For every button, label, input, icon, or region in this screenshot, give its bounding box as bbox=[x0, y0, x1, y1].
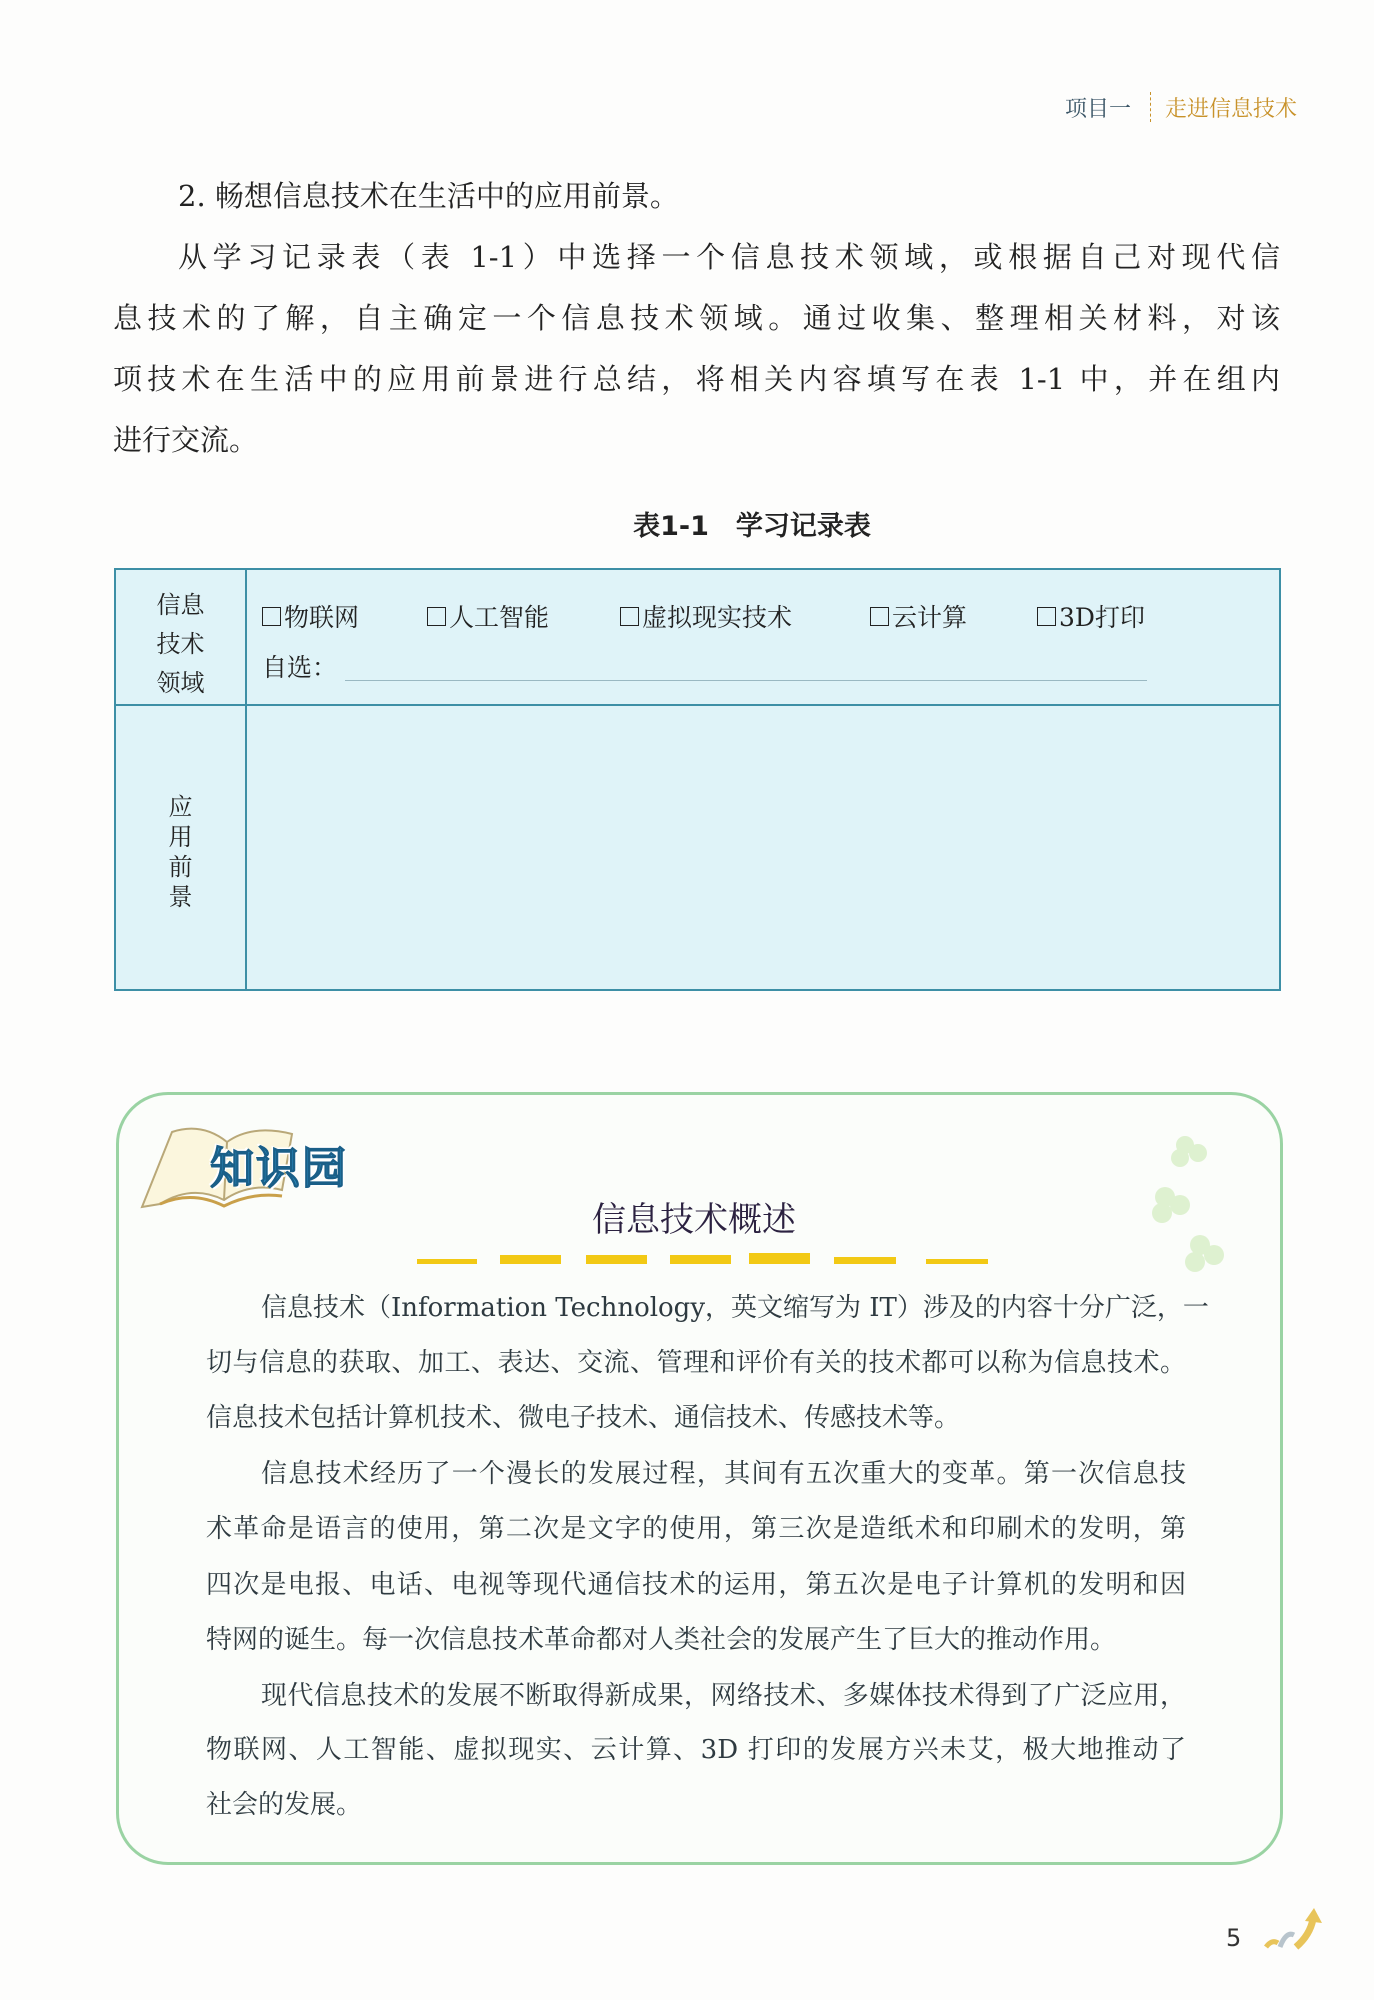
checkbox[interactable] bbox=[262, 607, 281, 626]
knowledge-line: 特网的诞生。每一次信息技术革命都对人类社会的发展产生了巨大的推动作用。 bbox=[206, 1625, 1117, 1655]
row-label-char: 应 bbox=[168, 793, 193, 821]
option-ai[interactable] bbox=[427, 598, 549, 634]
checkbox[interactable] bbox=[620, 607, 639, 626]
running-header-project: 项目一 bbox=[1065, 97, 1132, 122]
custom-choice-label: 自选： bbox=[262, 653, 338, 682]
row-label-char: 景 bbox=[168, 883, 193, 911]
knowledge-garden-badge: 知识园 bbox=[210, 1143, 348, 1194]
title-underline-dash bbox=[500, 1255, 561, 1264]
option-vr[interactable] bbox=[620, 598, 792, 634]
paragraph-line: 从学习记录表（表 1-1）中选择一个信息技术领域，或根据自己对现代信 bbox=[178, 240, 1280, 274]
title-underline-dash bbox=[834, 1257, 896, 1264]
option-cloud[interactable] bbox=[870, 598, 967, 634]
row-label-prospect bbox=[116, 792, 245, 912]
row-label-line: 信息 bbox=[156, 591, 205, 619]
knowledge-line: 现代信息技术的发展不断取得新成果，网络技术、多媒体技术得到了广泛应用， bbox=[261, 1681, 1186, 1711]
running-header-chapter: 走进信息技术 bbox=[1165, 97, 1298, 122]
title-underline-dash bbox=[749, 1253, 810, 1264]
rising-arrow-icon bbox=[1258, 1905, 1328, 1955]
option-label: 3D打印 bbox=[1059, 603, 1145, 632]
checkbox[interactable] bbox=[1037, 607, 1056, 626]
title-underline-dash bbox=[417, 1259, 477, 1264]
title-underline-dash bbox=[586, 1255, 647, 1264]
option-label: 云计算 bbox=[892, 603, 968, 632]
paragraph-line: 息技术的了解，自主确定一个信息技术领域。通过收集、整理相关材料，对该 bbox=[113, 301, 1280, 335]
knowledge-line: 术革命是语言的使用，第二次是文字的使用，第三次是造纸术和印刷术的发明，第 bbox=[206, 1514, 1186, 1544]
section-heading: 2. 畅想信息技术在生活中的应用前景。 bbox=[178, 179, 679, 213]
page-number: 5 bbox=[1226, 1924, 1242, 1952]
option-label: 物联网 bbox=[284, 603, 360, 632]
option-3d-printing[interactable] bbox=[1037, 598, 1145, 634]
knowledge-line: 切与信息的获取、加工、表达、交流、管理和评价有关的技术都可以称为信息技术。 bbox=[206, 1348, 1186, 1378]
row-label-char: 前 bbox=[168, 853, 193, 881]
knowledge-line: 信息技术经历了一个漫长的发展过程，其间有五次重大的变革。第一次信息技 bbox=[261, 1459, 1186, 1489]
row-label-char: 用 bbox=[168, 823, 193, 851]
paragraph-line: 进行交流。 bbox=[113, 423, 259, 457]
row-label-line: 领域 bbox=[156, 669, 205, 697]
row-label-line: 技术 bbox=[156, 630, 205, 658]
knowledge-line: 物联网、人工智能、虚拟现实、云计算、3D 打印的发展方兴未艾，极大地推动了 bbox=[206, 1735, 1186, 1765]
option-label: 虚拟现实技术 bbox=[642, 603, 793, 632]
custom-choice-input-line[interactable] bbox=[345, 680, 1147, 681]
checkbox[interactable] bbox=[870, 607, 889, 626]
option-iot[interactable] bbox=[262, 598, 359, 634]
knowledge-line: 信息技术（Information Technology，英文缩写为 IT）涉及的内容十分广泛，一 bbox=[261, 1293, 1209, 1323]
prospect-answer-area[interactable] bbox=[247, 706, 1279, 989]
row-label-domain bbox=[116, 586, 245, 703]
table-caption: 表1-1 学习记录表 bbox=[633, 511, 871, 542]
paragraph-line: 项技术在生活中的应用前景进行总结，将相关内容填写在表 1-1 中，并在组内 bbox=[113, 362, 1280, 396]
checkbox[interactable] bbox=[427, 607, 446, 626]
option-label: 人工智能 bbox=[449, 603, 550, 632]
knowledge-line: 信息技术包括计算机技术、微电子技术、通信技术、传感技术等。 bbox=[206, 1403, 961, 1433]
knowledge-line: 四次是电报、电话、电视等现代通信技术的运用，第五次是电子计算机的发明和因 bbox=[206, 1570, 1186, 1600]
title-underline-dash bbox=[926, 1259, 988, 1264]
knowledge-line: 社会的发展。 bbox=[206, 1790, 363, 1820]
header-divider bbox=[1150, 92, 1152, 122]
title-underline-dash bbox=[670, 1255, 731, 1264]
knowledge-title: 信息技术概述 bbox=[592, 1200, 796, 1240]
learning-record-table bbox=[114, 568, 1281, 991]
